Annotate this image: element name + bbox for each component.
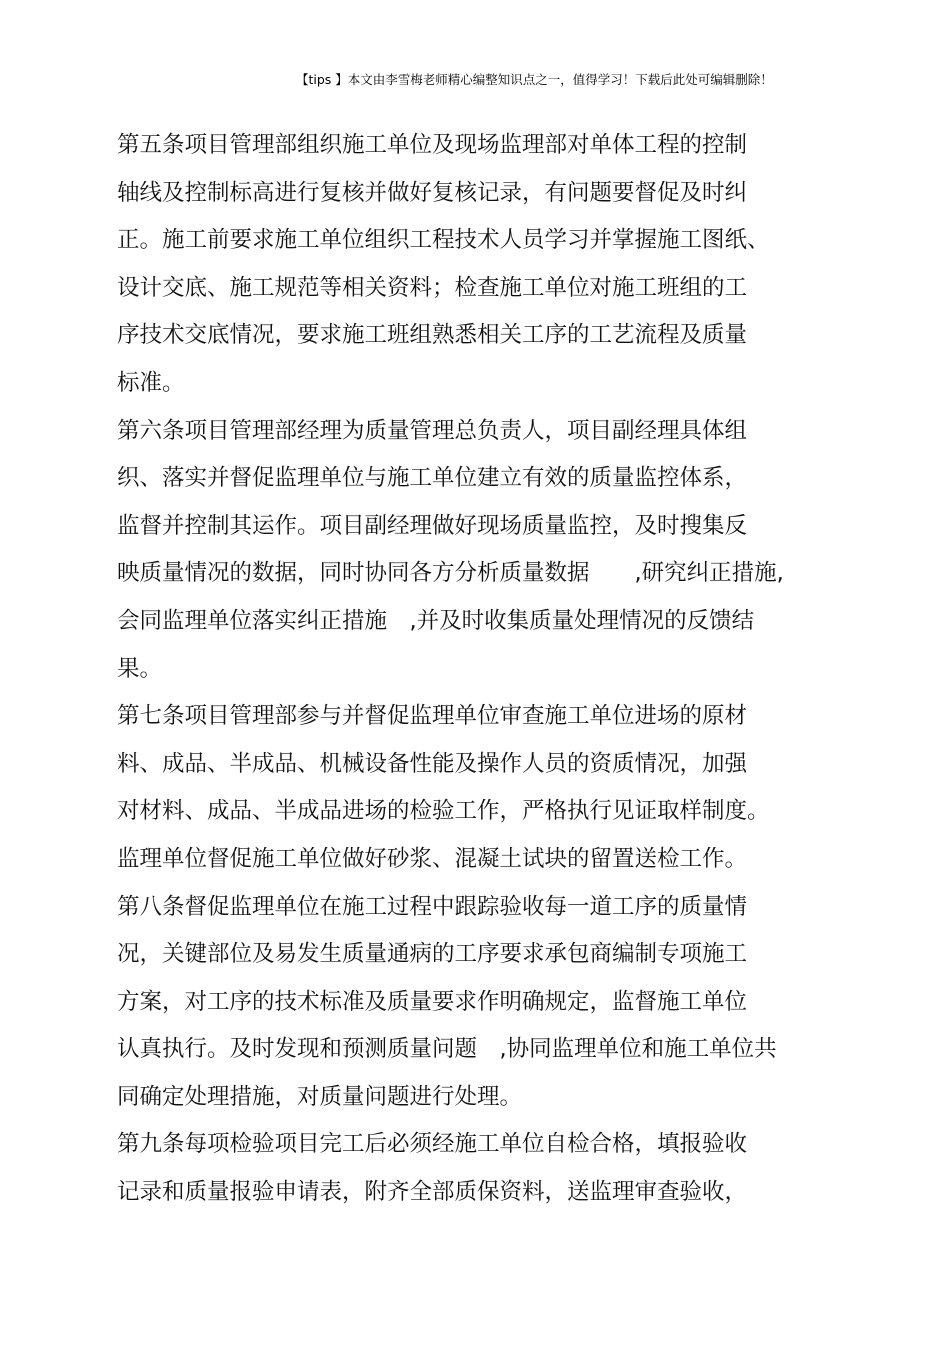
body-line: 第七条项目管理部参与并督促监理单位审查施工单位进场的原材 (117, 703, 748, 730)
body-line: 会同监理单位落实纠正措施 ,并及时收集质量处理情况的反馈结 (117, 607, 755, 634)
body-line: 同确定处理措施，对质量问题进行处理。 (117, 1083, 523, 1110)
body-line: 正。施工前要求施工单位组织工程技术人员学习并掌握施工图纸、 (117, 227, 770, 254)
body-line: 对材料、成品、半成品进场的检验工作，严格执行见证取样制度。 (117, 798, 770, 825)
body-line: 第五条项目管理部组织施工单位及现场监理部对单体工程的控制 (117, 132, 748, 158)
body-line: 织、落实并督促监理单位与施工单位建立有效的质量监控体系， (117, 465, 748, 492)
body-line: 况，关键部位及易发生质量通病的工序要求承包商编制专项施工 (117, 941, 748, 968)
body-line: 料、成品、半成品、机械设备性能及操作人员的资质情况，加强 (117, 750, 748, 777)
body-line: 第九条每项检验项目完工后必须经施工单位自检合格，填报验收 (117, 1131, 748, 1158)
body-line: 序技术交底情况，要求施工班组熟悉相关工序的工艺流程及质量 (117, 322, 748, 349)
body-line: 监督并控制其运作。项目副经理做好现场质量监控，及时搜集反 (117, 512, 748, 539)
body-line: 方案，对工序的技术标准及质量要求作明确规定，监督施工单位 (117, 988, 748, 1015)
body-line: 设计交底、施工规范等相关资料；检查施工单位对施工班组的工 (117, 274, 748, 301)
body-line: 记录和质量报验申请表，附齐全部质保资料，送监理审查验收， (117, 1179, 748, 1206)
body-line: 第六条项目管理部经理为质量管理总负责人，项目副经理具体组 (117, 417, 748, 444)
body-line: 轴线及控制标高进行复核并做好复核记录，有问题要督促及时纠 (117, 179, 748, 206)
body-line: 认真执行。及时发现和预测质量问题 ,协同监理单位和施工单位共 (117, 1036, 777, 1063)
body-line: 果。 (117, 655, 163, 682)
body-line: 监理单位督促施工单位做好砂浆、混凝土试块的留置送检工作。 (117, 845, 748, 872)
header-tip-note: 【tips 】本文由李雪梅老师精心编整知识点之一，值得学习！下载后此处可编辑删除！ (296, 72, 773, 87)
body-line: 标准。 (117, 369, 185, 396)
document-body (117, 122, 837, 1217)
body-line: 映质量情况的数据，同时协同各方分析质量数据 ,研究纠正措施, (117, 560, 784, 587)
body-line: 第八条督促监理单位在施工过程中跟踪验收每一道工序的质量情 (117, 893, 748, 920)
